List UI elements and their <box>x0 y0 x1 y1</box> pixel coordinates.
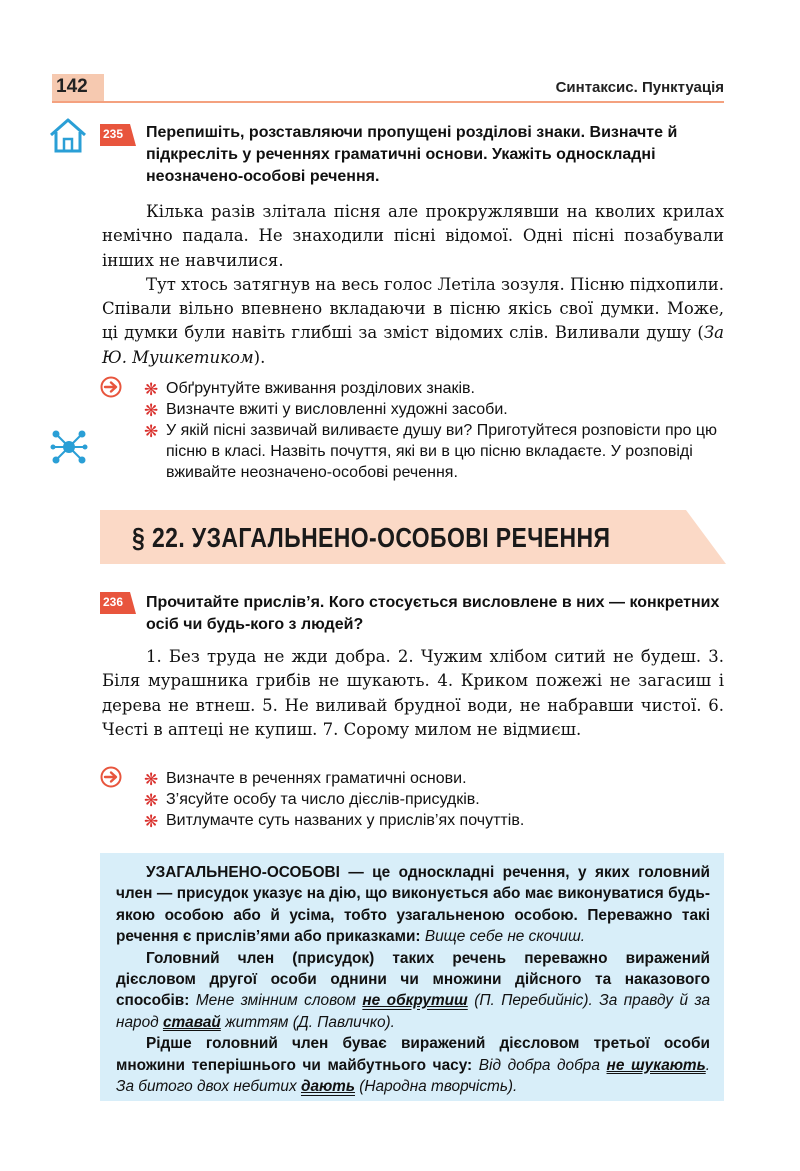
list-item: ❋ З’ясуйте особу та число дієслів-присудків. <box>144 791 480 810</box>
network-icon <box>50 428 88 466</box>
arrow-icon <box>100 376 122 398</box>
rule-paragraph: Головний член (присудок) таких речень переважно виражений дієсловом другої особи однини чи множини дійсного та наказового способів: Мене змінним словом не обкрутиш (П. Перебийніс). За правду й за народ ставай життям (Д. Павличко). <box>116 949 711 1031</box>
page-number: 142 <box>56 76 88 97</box>
paragraph: Тут хтось затягнув на весь голос Летіла зозуля. Пісню підхопили. Співали вільно впевнено вкладаючи в пісню якісь свої думки. Може, ці думки були навіть глибші за зміст відомих слів. Виливали душу (За Ю. Мушкетиком). <box>102 274 724 367</box>
rule-paragraph: УЗАГАЛЬНЕНО-ОСОБОВІ — це односкладні речення, у яких головний член — присудок указує на дію, що виконується або має виконуватися будь-якою особою або й усіма, тобто узагальненою особою. Переважно такі речення є прислів’ями або приказками: Вище себе не скочиш. <box>116 864 710 946</box>
arrow-icon <box>100 766 122 788</box>
asterisk-icon: ❋ <box>144 380 159 399</box>
exercise-236-text <box>102 645 724 742</box>
rule-text <box>116 862 710 1097</box>
exercise-number-badge: 236 <box>100 592 136 614</box>
predicate: дають <box>300 1078 355 1096</box>
home-icon <box>48 116 88 154</box>
paragraph: 1. Без труда не жди добра. 2. Чужим хлібом ситий не будеш. 3. Біля мурашника грибів не шукають. 4. Криком пожежі не загасиш і дерева не втнеш. 5. Не виливай брудної води, не набравши чистої. 6. Честі в аптеці не купиш. 7. Сорому милом не відмиєш. <box>102 647 724 739</box>
list-item: ❋ У якій пісні зазвичай виливаєте душу ви? Приготуйтеся розповісти про цю пісню в класі. Назвіть почуття, які ви в цю пісню вкладаєте. У розповіді вживайте неозначено-особові речення. <box>144 422 718 481</box>
exercise-236-task: Прочитайте прислів’я. Кого стосується висловлене в них — конкретних осіб чи будь-кого з людей? <box>146 594 720 633</box>
section-title: § 22. УЗАГАЛЬНЕНО-ОСОБОВІ РЕЧЕННЯ <box>132 522 611 553</box>
list-item: ❋ Визначте в реченнях граматичні основи. <box>144 770 467 789</box>
rule-paragraph: Рідше головний член буває виражений дієсловом третьої особи множини теперішнього чи майбутнього часу: Від добра добра не шукають. За битого двох небитих дають (Народна творчість). <box>116 1035 711 1096</box>
exercise-number-badge: 235 <box>100 124 136 146</box>
exercise-235-task: Перепишіть, розставляючи пропущені розділові знаки. Визначте й підкресліть у реченнях граматичні основи. Укажіть односкладні неозначено-особові речення. <box>146 124 678 185</box>
paragraph: Кілька разів злітала пісня але прокружлявши на кволих крилах немічно падала. Не знаходили пісні відомої. Одні пісні позабували інших не навчилися. <box>102 202 724 270</box>
asterisk-icon: ❋ <box>144 422 159 441</box>
asterisk-icon: ❋ <box>144 791 159 810</box>
exercise-236-tasks <box>144 768 729 831</box>
asterisk-icon: ❋ <box>144 401 159 420</box>
exercise-235-text <box>102 200 724 370</box>
list-item: ❋ Обґрунтуйте вживання розділових знаків. <box>144 380 475 399</box>
author-citation: За Ю. Мушкетиком <box>102 323 724 367</box>
asterisk-icon: ❋ <box>144 812 159 831</box>
list-item: ❋ Визначте вжиті у висловленні художні засоби. <box>144 401 508 420</box>
exercise-235-tasks <box>144 378 729 483</box>
asterisk-icon: ❋ <box>144 770 159 789</box>
list-item: ❋ Витлумачте суть названих у прислів’ях почуттів. <box>144 812 525 831</box>
predicate: не обкрутиш <box>362 992 468 1010</box>
header-rule <box>52 101 724 103</box>
predicate: не шукають <box>606 1056 706 1074</box>
predicate: ставай <box>162 1013 221 1031</box>
running-head: Синтаксис. Пунктуація <box>555 79 724 96</box>
